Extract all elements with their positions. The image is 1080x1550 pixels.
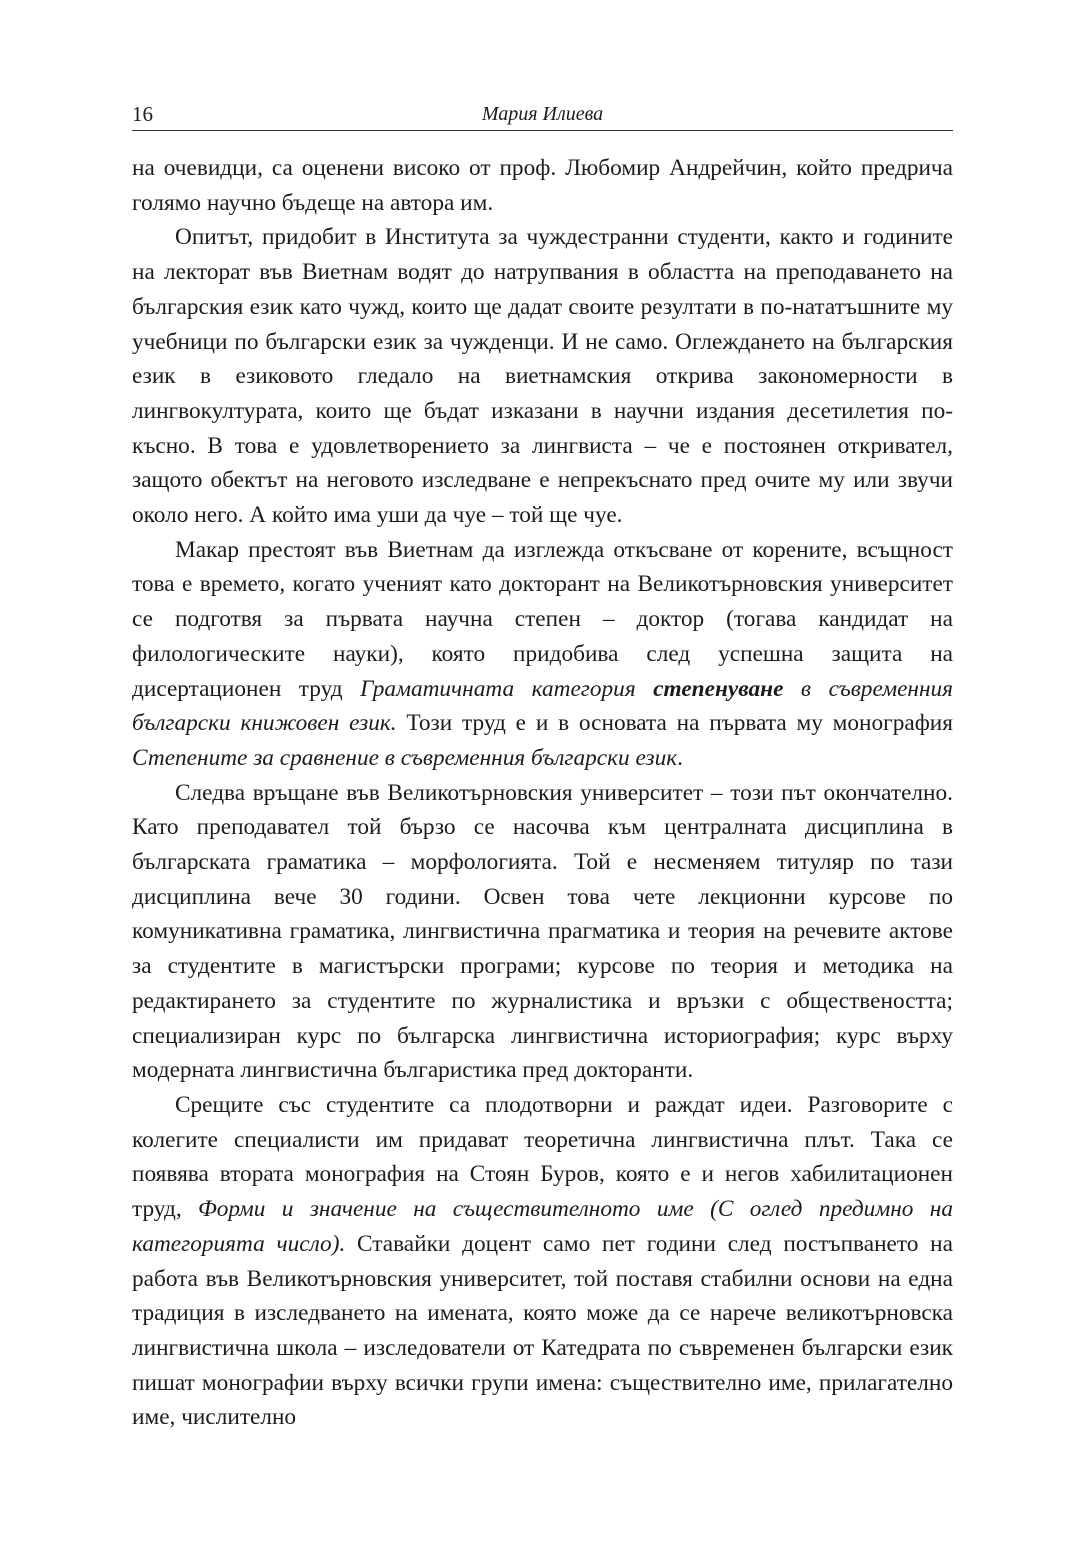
page-number: 16 [132,102,153,126]
paragraph-3-text-c: Този труд е и в основата на първата му монография [396,710,953,737]
paragraph-1: на очевидци, са оценени високо от проф. Любомир Андрейчин, който предрича голямо научно бъдеще на автора им. [132,155,953,216]
paragraph-5-text-a: Срещите със студентите са плодотворни и раждат идеи. Разговорите с колегите специалисти им придават теоретична лингвистична плът. Така се появява втората монография на Стоян Буров, която е и негов хабилитационен труд, [132,1091,953,1223]
second-monograph-title: Форми и значение на съществителното име (С оглед предимно на категорията число). [132,1196,953,1257]
paragraph-5-text-b: Ставайки доцент само пет години след постъпването на работа във Великотърновския университет, той поставя стабилни основи на една традиция в изследването на имената, която може да се нарече великотърновска лингвистична школа – изследователи от Катедрата по съвременен български език пишат монографии върху всички групи имена: съществително име, прилагателно име, числително [132,1230,953,1431]
dissertation-title-part-2: в съвременния български книжовен език. [132,675,954,737]
paragraph-5 [132,1088,953,1435]
dissertation-title-part-1: Граматичната категория [360,675,654,702]
first-monograph-title: Степените за сравнение в съвременния български език [132,744,678,771]
running-head [132,100,953,131]
paragraph-2: Опитът, придобит в Института за чуждестранни студенти, както и годините на лекторат във Виетнам водят до натрупвания в областта на преподаването на българския език като чужд, които ще дадат своите резултати в по-нататъшните му учебници по български език за чужденци. И не само. Оглеждането на българския език в езиковото гледало на виетнамския открива закономерности в лингвокултурата, които ще бъдат изказани в научни издания десетилетия по-късно. В това е удовлетворението за лингвиста – че е постоянен откривател, защото обектът на неговото изследване е непрекъснато пред очите му или звучи около него. А който има уши да чуе – той ще чуе. [132,224,953,529]
running-title-author: Мария Илиева [481,103,604,125]
body-text [132,151,953,1435]
paragraph-3 [132,533,953,776]
paragraph-3-text-d: . [677,744,683,771]
page [132,100,953,1435]
paragraph-3-text-a: Макар престоят във Виетнам да изглежда откъсване от корените, всъщност това е времето, когато ученият като докторант на Великотърновския университет се подготвя за първата научна степен – доктор (тогава кандидат на филологическите науки), която придобива след успешна защита на дисертационен труд [132,536,953,702]
paragraph-4: Следва връщане във Великотърновския университет – този път окончателно. Като преподавател той бързо се насочва към централната дисциплина в българската граматика – морфологията. Той е несменяем титуляр по тази дисциплина вече 30 години. Освен това чете лекционни курсове по комуникативна граматика, лингвистична прагматика и теория на речевите актове за студентите в магистърски програми; курсове по теория и методика на редактирането за студентите по журналистика и връзки с обществеността; специализиран курс по българска лингвистична историография; курс върху модерната лингвистична българистика пред докторанти. [132,779,953,1084]
dissertation-title-bold-term: степенуване [653,675,784,702]
